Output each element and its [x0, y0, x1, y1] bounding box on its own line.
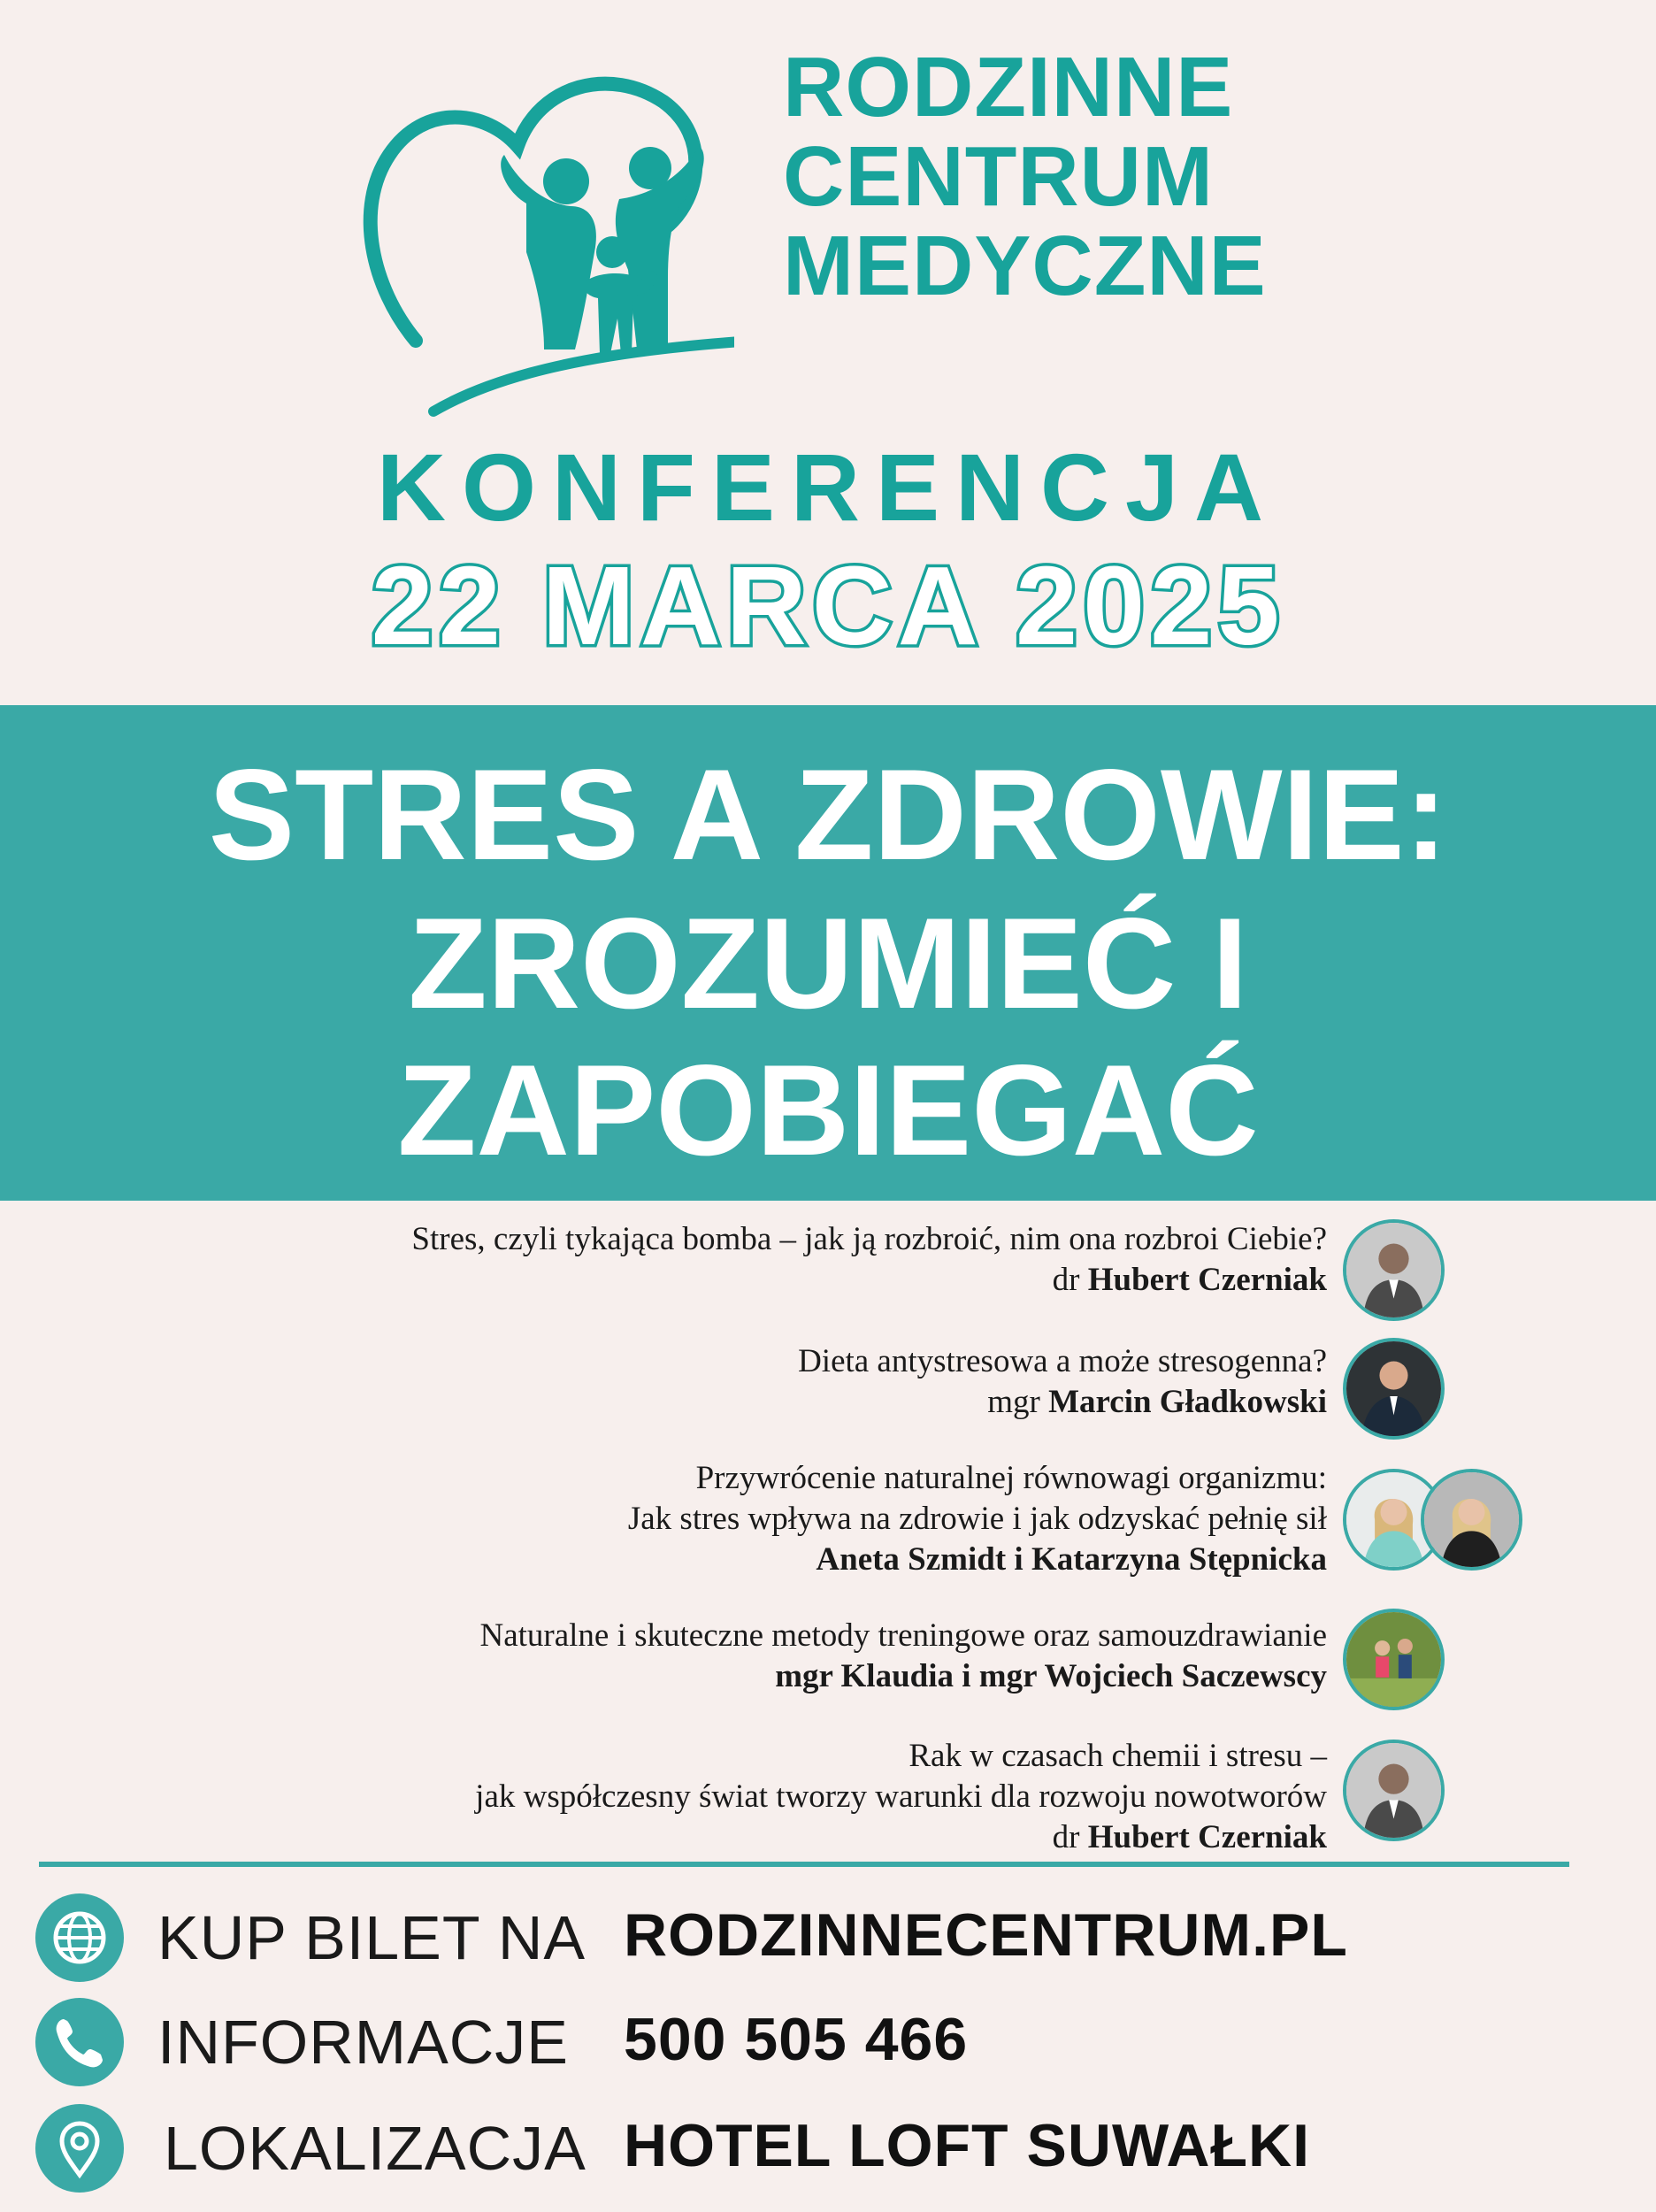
brand-line-3: MEDYCZNE — [783, 219, 1267, 313]
talk-4-speaker: mgr Klaudia i mgr Wojciech Saczewscy — [775, 1658, 1327, 1694]
talk-1-speaker-line — [411, 1260, 1327, 1301]
brand-line-1: RODZINNE — [783, 40, 1234, 134]
ticket-label: KUP BILET NA — [157, 1903, 586, 1972]
event-date: 22 MARCA 2025 — [371, 543, 1285, 668]
talk-5 — [475, 1736, 1327, 1858]
ticket-website[interactable]: RODZINNECENTRUM.PL — [624, 1901, 1348, 1969]
talk-2-speaker: Marcin Gładkowski — [1048, 1384, 1327, 1420]
talk-2 — [798, 1341, 1327, 1423]
talk-5-prefix: dr — [1052, 1819, 1088, 1855]
talk-3-speaker-line — [628, 1540, 1327, 1580]
talk-3-speaker: Aneta Szmidt i Katarzyna Stępnicka — [816, 1541, 1327, 1578]
talk-2-prefix: mgr — [987, 1384, 1049, 1420]
location-row — [35, 2104, 1619, 2210]
talk-3 — [628, 1458, 1327, 1580]
title-line-2: ZROZUMIEĆ I — [408, 891, 1248, 1035]
family-heart-logo-icon — [363, 49, 734, 420]
talk-1 — [411, 1219, 1327, 1301]
event-kind: KONFERENCJA — [376, 434, 1280, 541]
contact-phone[interactable]: 500 505 466 — [624, 2006, 969, 2073]
talk-5-speaker: Hubert Czerniak — [1087, 1819, 1327, 1855]
speaker-photo-3b — [1421, 1469, 1522, 1571]
globe-icon — [35, 1893, 124, 1982]
talk-5-title-2: jak współczesny świat tworzy warunki dla rozwoju nowotworów — [475, 1778, 1327, 1815]
contact-row — [35, 1998, 1619, 2104]
talk-3-title-1: Przywrócenie naturalnej równowagi organizmu: — [695, 1460, 1327, 1496]
talk-2-speaker-line — [798, 1382, 1327, 1423]
ticket-row — [35, 1893, 1619, 2000]
title-banner — [0, 705, 1656, 1201]
speaker-photo-5 — [1343, 1740, 1445, 1841]
speaker-photo-4 — [1343, 1609, 1445, 1710]
location-label: LOKALIZACJA — [164, 2114, 586, 2183]
location-pin-icon — [35, 2104, 124, 2193]
talk-5-speaker-line — [475, 1817, 1327, 1858]
contact-label: INFORMACJE — [157, 2008, 569, 2077]
talk-4 — [479, 1616, 1327, 1697]
brand-line-2: CENTRUM — [783, 129, 1214, 224]
event-date-outlined — [0, 540, 1656, 672]
location-venue: HOTEL LOFT SUWAŁKI — [624, 2112, 1311, 2179]
talk-5-title-1: Rak w czasach chemii i stresu – — [908, 1738, 1327, 1774]
speaker-photo-1 — [1343, 1219, 1445, 1321]
talk-3-title-2: Jak stres wpływa na zdrowie i jak odzyskać pełnię sił — [627, 1501, 1327, 1537]
section-divider — [39, 1862, 1569, 1867]
talk-1-prefix: dr — [1052, 1262, 1088, 1298]
talk-1-title: Stres, czyli tykająca bomba – jak ją rozbroić, nim ona rozbroi Ciebie? — [411, 1221, 1327, 1257]
brand-name — [783, 42, 1267, 311]
title-line-1: STRES A ZDROWIE: — [208, 742, 1448, 887]
talk-4-speaker-line — [479, 1656, 1327, 1697]
speaker-photo-2 — [1343, 1338, 1445, 1440]
phone-icon — [35, 1998, 124, 2086]
title-line-3: ZAPOBIEGAĆ — [397, 1038, 1259, 1182]
talk-1-speaker: Hubert Czerniak — [1087, 1262, 1327, 1298]
talk-2-title: Dieta antystresowa a może stresogenna? — [798, 1343, 1327, 1379]
talk-4-title: Naturalne i skuteczne metody treningowe oraz samouzdrawianie — [479, 1617, 1327, 1654]
